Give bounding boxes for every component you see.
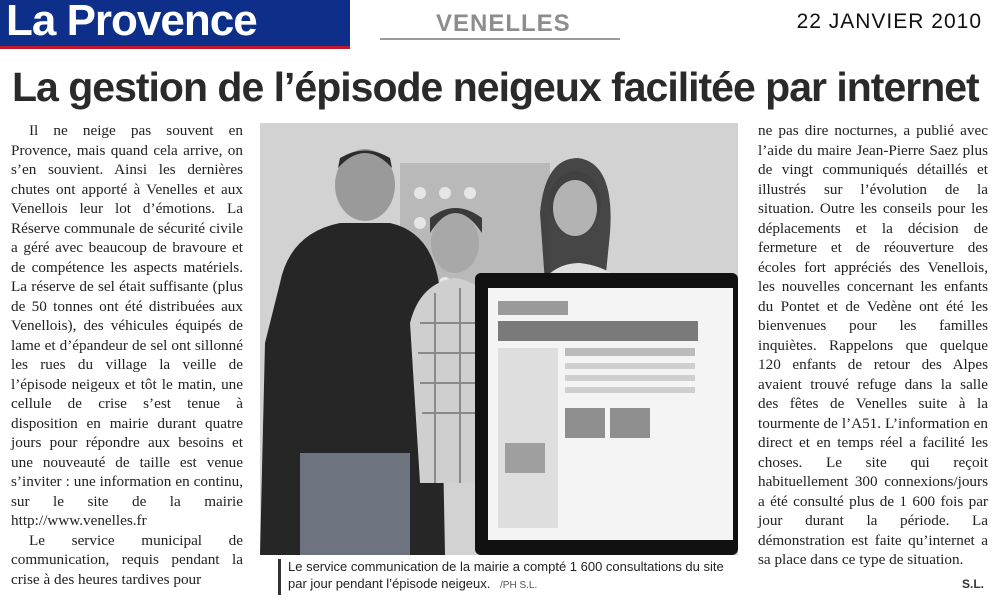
photo-credit: /PH S.L.	[500, 580, 538, 591]
photo-illustration	[260, 123, 738, 555]
article-paragraph: Il ne neige pas souvent en Provence, mais quand cela arrive, on s’en souvient. Ainsi les dernières chutes ont apporté à Venelles et aux Venellois leur lot d’émotions. La Réserve communale de sécurité civile a géré avec beaucoup de bravoure et de compétence les aspects matériels. La réserve de sel était suffisante (plus de 50 tonnes ont été distribuées aux Venellois), des véhicules équipés de lame et d’épandeur de sel ont sillonné les rues du village la veille de l’épisode neigeux et tôt le matin, une cellule de crise s’est tenue à disposition en mairie durant quatre jours pour répondre aux besoins et une nouveauté de taille est venue s’inviter : une information en continu, sur le site de la mairie http://www.venelles.fr	[11, 122, 243, 529]
article-paragraph: Le service municipal de communication, requis pendant la crise à des heures tardives pour	[11, 531, 243, 588]
caption-text: Le service communication de la mairie a compté 1 600 consultations du site par jour pendant l’épisode neigeux.	[288, 559, 724, 591]
section-label: VENELLES	[436, 10, 571, 37]
newspaper-masthead	[0, 0, 350, 49]
article-paragraph: ne pas dire nocturnes, a publié avec l’aide du maire Jean-Pierre Saez plus de vingt communiqués détaillés et illustrés sur l’évolution de la situation. Outre les conseils pour les déplacements et la décision de fermeture et de réouverture des écoles fort appréciés des Venellois, les nouvelles concernant les enfants du Pontet et de Vedène ont été les bienvenues pour les familles inquiètes. Rappelons que quelque 120 enfants de retour des Alpes avaient trouvé refuge dans la salle des fêtes de Venelles suite à la tourmente de l’A51. L’information en direct et en temps réel a facilité les choses. Le site qui reçoit habituellement 300 connexions/jours a été consulté plus de 1 600 fois par jour durant la période. La démonstration est faite qu’internet a sa place dans ce type de situation.	[758, 122, 988, 568]
masthead-title: La Provence	[6, 0, 257, 45]
section-rule	[380, 38, 620, 40]
article-column-right	[758, 121, 988, 570]
photo-caption	[288, 558, 738, 594]
article-headline: La gestion de l’épisode neigeux facilitée par internet	[12, 64, 979, 110]
caption-bar	[278, 559, 281, 595]
article-column-left	[11, 121, 243, 589]
publication-date: 22 JANVIER 2010	[796, 10, 982, 33]
author-signature: S.L.	[961, 577, 984, 591]
article-photo	[260, 123, 738, 555]
